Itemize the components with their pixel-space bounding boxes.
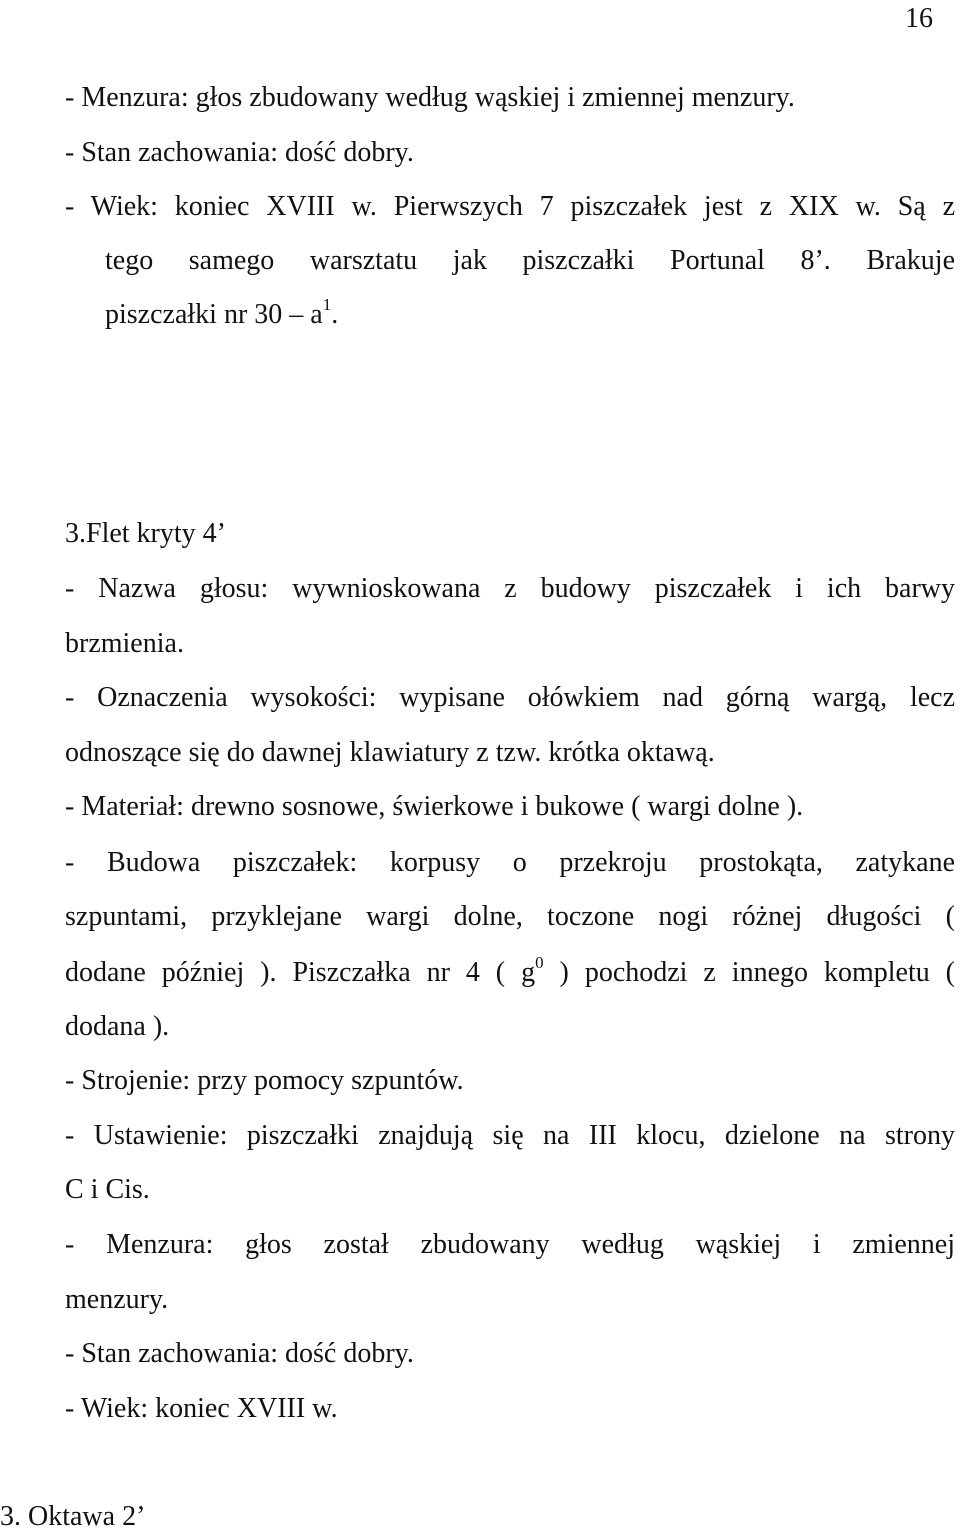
section-heading: 3.Flet kryty 4’ (65, 518, 226, 549)
text-line: - Oznaczenia wysokości: wypisane ołówkiem nad górną wargą, lecz (65, 682, 955, 713)
text-line: - Budowa piszczałek: korpusy o przekroju prostokąta, zatykane (65, 847, 955, 878)
text-line-footnote: piszczałki nr $30 - a^1$. (105, 295, 339, 330)
text-line: - Strojenie: przy pomocy szpuntów. (65, 1065, 464, 1096)
text-line: - Wiek: koniec XVIII w. (65, 1393, 338, 1424)
text-line: - Stan zachowania: dość dobry. (65, 137, 414, 168)
text-line: - Nazwa głosu: wywnioskowana z budowy piszczałek i ich barwy (65, 573, 955, 604)
text-line-superscript: dodane później ). Piszczałka nr 4 ( $g^0$ ) pochodzi z innego kompletu ( (65, 953, 955, 988)
text-line: - Wiek: koniec XVIII w. Pierwszych 7 piszczałek jest z XIX w. Są z (65, 191, 955, 222)
text-line: - Ustawienie: piszczałki znajdują się na III klocu, dzielone na strony (65, 1120, 955, 1151)
text-line: brzmienia. (65, 628, 184, 659)
text-line: - Menzura: głos został zbudowany według wąskiej i zmiennej (65, 1229, 955, 1260)
superscript: 1 (322, 295, 332, 314)
text-line: odnoszące się do dawnej klawiatury z tzw. krótka oktawą. (65, 737, 715, 768)
text-line: - Menzura: głos zbudowany według wąskiej i zmiennej menzury. (65, 82, 795, 113)
page-number: 16 (905, 3, 933, 34)
text-line: tego samego warsztatu jak piszczałki Portunal 8’. Brakuje (105, 245, 955, 276)
text-line: - Stan zachowania: dość dobry. (65, 1338, 414, 1369)
text-line: menzury. (65, 1284, 169, 1315)
text-line: dodana ). (65, 1011, 170, 1042)
superscript: 0 (535, 953, 544, 972)
text-line: C i Cis. (65, 1174, 150, 1205)
text-line: - Materiał: drewno sosnowe, świerkowe i bukowe ( wargi dolne ). (65, 791, 804, 822)
text-line: szpuntami, przyklejane wargi dolne, toczone nogi różnej długości ( (65, 901, 955, 932)
section-heading-next: 3. Oktawa 2’ (0, 1501, 146, 1532)
